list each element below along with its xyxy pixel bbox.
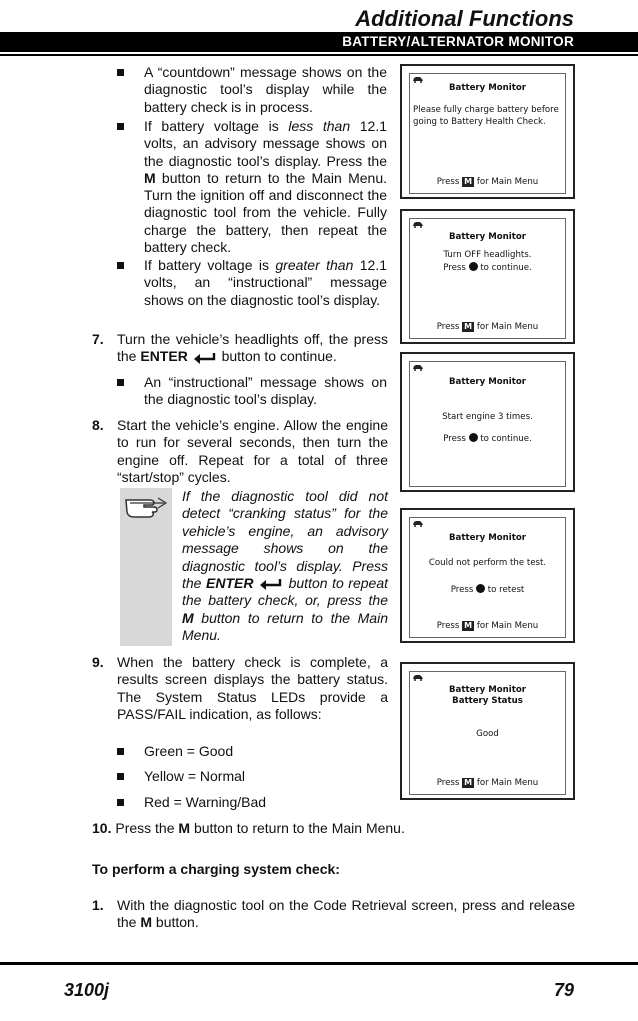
enter-key-icon	[469, 262, 478, 271]
car-icon	[412, 520, 424, 527]
note-text: If the diagnostic tool did not detect “cranking status” for the vehicle’s engine, an advisory message shows on the diagnostic tool’s display. Press the ENTER button to repeat the battery check, or, press the M button to return to the Main Menu.	[182, 488, 389, 644]
bullet-square-icon	[117, 69, 124, 76]
bullet-text: If battery voltage is less than 12.1 volts, an advisory message shows on the diagnostic tool’s display. Press the M button to return to the Main Menu. Turn the ignition off and disconnect the diagnostic tool from the vehicle. Fully charge the battery, then repeat the battery check.	[144, 118, 387, 256]
screen-display	[409, 361, 566, 487]
step-8	[92, 417, 388, 486]
screen-action: Press to continue.	[443, 263, 532, 273]
screen-subtitle: Battery Status	[452, 696, 523, 706]
tool-screen-headlights-off	[400, 209, 575, 344]
bullet-instructional	[117, 374, 387, 409]
tool-screen-retest	[400, 508, 575, 643]
step-text: When the battery check is complete, a results screen displays the battery status. The System Status LEDs provide a PASS/FAIL indication, as follows:	[117, 654, 388, 722]
bullet-led-red	[117, 794, 387, 811]
bullet-text: If battery voltage is greater than 12.1 volts, an “instructional” message shows on the diagnostic tool’s display.	[144, 257, 388, 308]
bullet-countdown	[117, 64, 387, 116]
bullet-square-icon	[117, 773, 124, 780]
step-number: 8.	[92, 417, 104, 433]
step-number: 10.	[92, 820, 112, 836]
bullet-text: An “instructional” message shows on the diagnostic tool’s display.	[144, 374, 387, 408]
car-icon	[412, 76, 424, 83]
section-title: Additional Functions	[355, 6, 574, 31]
screen-status-value: Good	[476, 729, 499, 739]
bullet-text: A “countdown” message shows on the diagnostic tool’s display while the battery check is in process.	[144, 64, 387, 115]
step-9	[92, 654, 388, 723]
enter-key-icon	[476, 584, 485, 593]
screen-action: Press to retest	[450, 585, 525, 595]
bullet-less-than	[117, 118, 387, 256]
screen-message: Please fully charge battery before going to Battery Health Check.	[413, 105, 559, 127]
step-number: 9.	[92, 654, 104, 670]
bullet-text: Yellow = Normal	[144, 768, 246, 784]
charging-step-1	[92, 897, 575, 932]
step-text: Turn the vehicle’s headlights off, the press the ENTER button to continue.	[117, 331, 388, 365]
screen-title: Battery Monitor	[449, 83, 526, 93]
header-divider	[0, 54, 638, 56]
screen-title: Battery Monitor	[449, 377, 526, 387]
screen-footer: Press M for Main Menu	[436, 621, 539, 631]
step-number: 1.	[92, 897, 104, 913]
enter-key-icon	[469, 433, 478, 442]
screen-display	[409, 671, 566, 795]
screen-title: Battery Monitor	[449, 685, 526, 695]
step-text: Start the vehicle’s engine. Allow the engine to run for several seconds, then turn the engine off. Repeat for a total of three “start/stop” cycles.	[117, 417, 388, 485]
header-bar	[0, 32, 638, 52]
step-7	[92, 331, 388, 366]
tool-screen-start-engine	[400, 352, 575, 492]
screen-title: Battery Monitor	[449, 533, 526, 543]
bullet-square-icon	[117, 748, 124, 755]
pointing-hand-icon	[124, 492, 168, 520]
step-10	[92, 820, 582, 837]
m-key-icon: M	[464, 621, 473, 630]
screen-message: Could not perform the test.	[428, 558, 547, 568]
tool-screen-charge-battery	[400, 64, 575, 199]
screen-message: Start engine 3 times.	[442, 412, 533, 422]
screen-display	[409, 517, 566, 638]
bullet-led-yellow	[117, 768, 387, 785]
section-subtitle: BATTERY/ALTERNATOR MONITOR	[342, 34, 574, 49]
bullet-greater-than	[117, 257, 387, 309]
note-panel	[120, 488, 172, 646]
bullet-square-icon	[117, 123, 124, 130]
screen-footer: Press M for Main Menu	[436, 177, 539, 187]
car-icon	[412, 221, 424, 228]
bullet-text: Red = Warning/Bad	[144, 794, 267, 810]
step-text: Press the M button to return to the Main Menu.	[115, 820, 405, 836]
car-icon	[412, 674, 424, 681]
bullet-square-icon	[117, 799, 124, 806]
step-text: With the diagnostic tool on the Code Retrieval screen, press and release the M button.	[117, 897, 575, 931]
bullet-square-icon	[117, 379, 124, 386]
step-number: 7.	[92, 331, 104, 347]
screen-action: Press to continue.	[443, 434, 532, 444]
screen-title: Battery Monitor	[449, 232, 526, 242]
tool-screen-battery-status	[400, 662, 575, 800]
screen-display	[409, 218, 566, 339]
charging-check-heading: To perform a charging system check:	[92, 861, 340, 877]
footer-divider	[0, 962, 638, 965]
screen-footer: Press M for Main Menu	[436, 778, 539, 788]
bullet-led-green	[117, 743, 387, 760]
m-key-icon: M	[464, 322, 473, 331]
bullet-text: Green = Good	[144, 743, 234, 759]
screen-display	[409, 73, 566, 194]
m-key-icon: M	[464, 778, 473, 787]
page-number: 79	[553, 980, 574, 1000]
screen-footer: Press M for Main Menu	[436, 322, 539, 332]
enter-key-icon	[258, 578, 284, 590]
screen-message: Turn OFF headlights.	[443, 250, 532, 260]
bullet-square-icon	[117, 262, 124, 269]
model-label: 3100j	[64, 980, 110, 1000]
car-icon	[412, 364, 424, 371]
enter-key-icon	[192, 352, 218, 364]
m-key-icon: M	[464, 177, 473, 186]
